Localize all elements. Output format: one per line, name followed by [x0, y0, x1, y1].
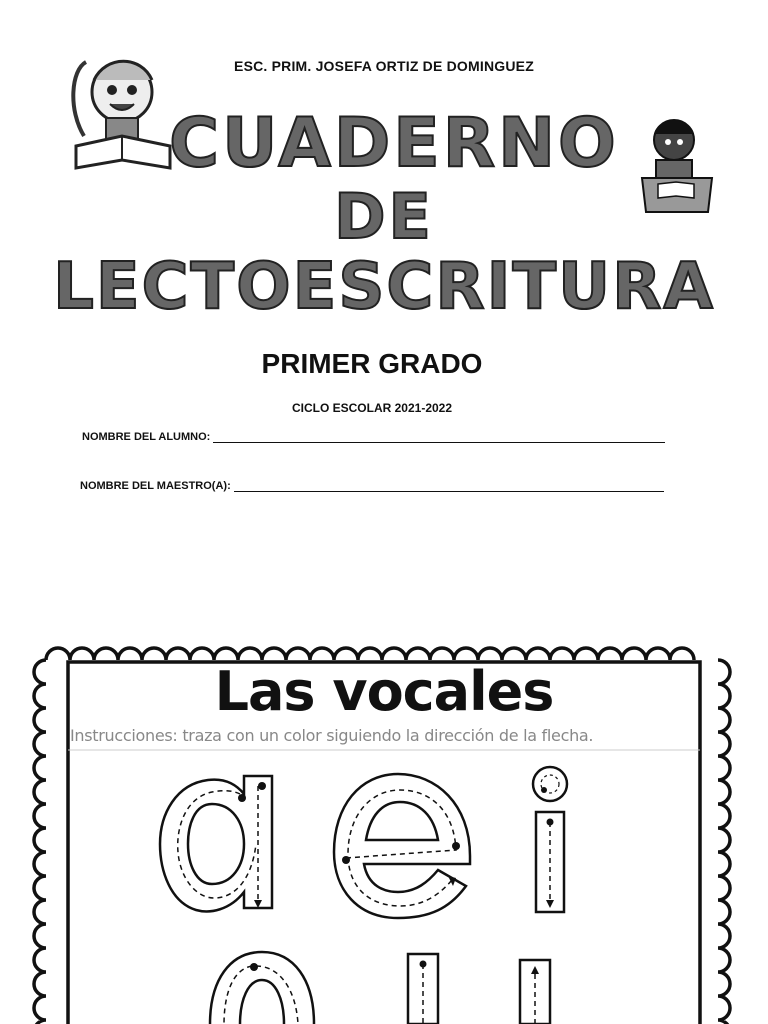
student-name-label: NOMBRE DEL ALUMNO: — [82, 431, 211, 443]
worksheet-instructions: Instrucciones: traza con un color siguiendo la dirección de la flecha. — [70, 726, 594, 745]
teacher-name-line[interactable] — [234, 491, 664, 492]
tracing-area — [0, 760, 768, 1024]
grade-heading: PRIMER GRADO — [261, 348, 483, 379]
title-line-1: CUADERNO — [169, 104, 619, 183]
teacher-name-label: NOMBRE DEL MAESTRO(A): — [80, 480, 231, 492]
student-name-field[interactable] — [82, 431, 665, 443]
school-cycle: CICLO ESCOLAR 2021-2022 — [291, 401, 453, 415]
trace-letter-u[interactable] — [408, 954, 550, 1024]
school-name: ESC. PRIM. JOSEFA ORTIZ DE DOMINGUEZ — [234, 58, 534, 74]
title-line-3: LECTOESCRITURA — [53, 250, 715, 324]
trace-letter-i[interactable] — [533, 767, 567, 912]
trace-letter-a[interactable] — [160, 776, 272, 911]
trace-letter-e[interactable] — [334, 774, 470, 918]
student-name-line[interactable] — [213, 442, 665, 443]
teacher-name-field[interactable] — [80, 480, 664, 492]
worksheet-title: Las vocales — [214, 660, 554, 723]
trace-letter-o[interactable] — [210, 952, 314, 1024]
title-line-2: DE — [334, 180, 434, 253]
